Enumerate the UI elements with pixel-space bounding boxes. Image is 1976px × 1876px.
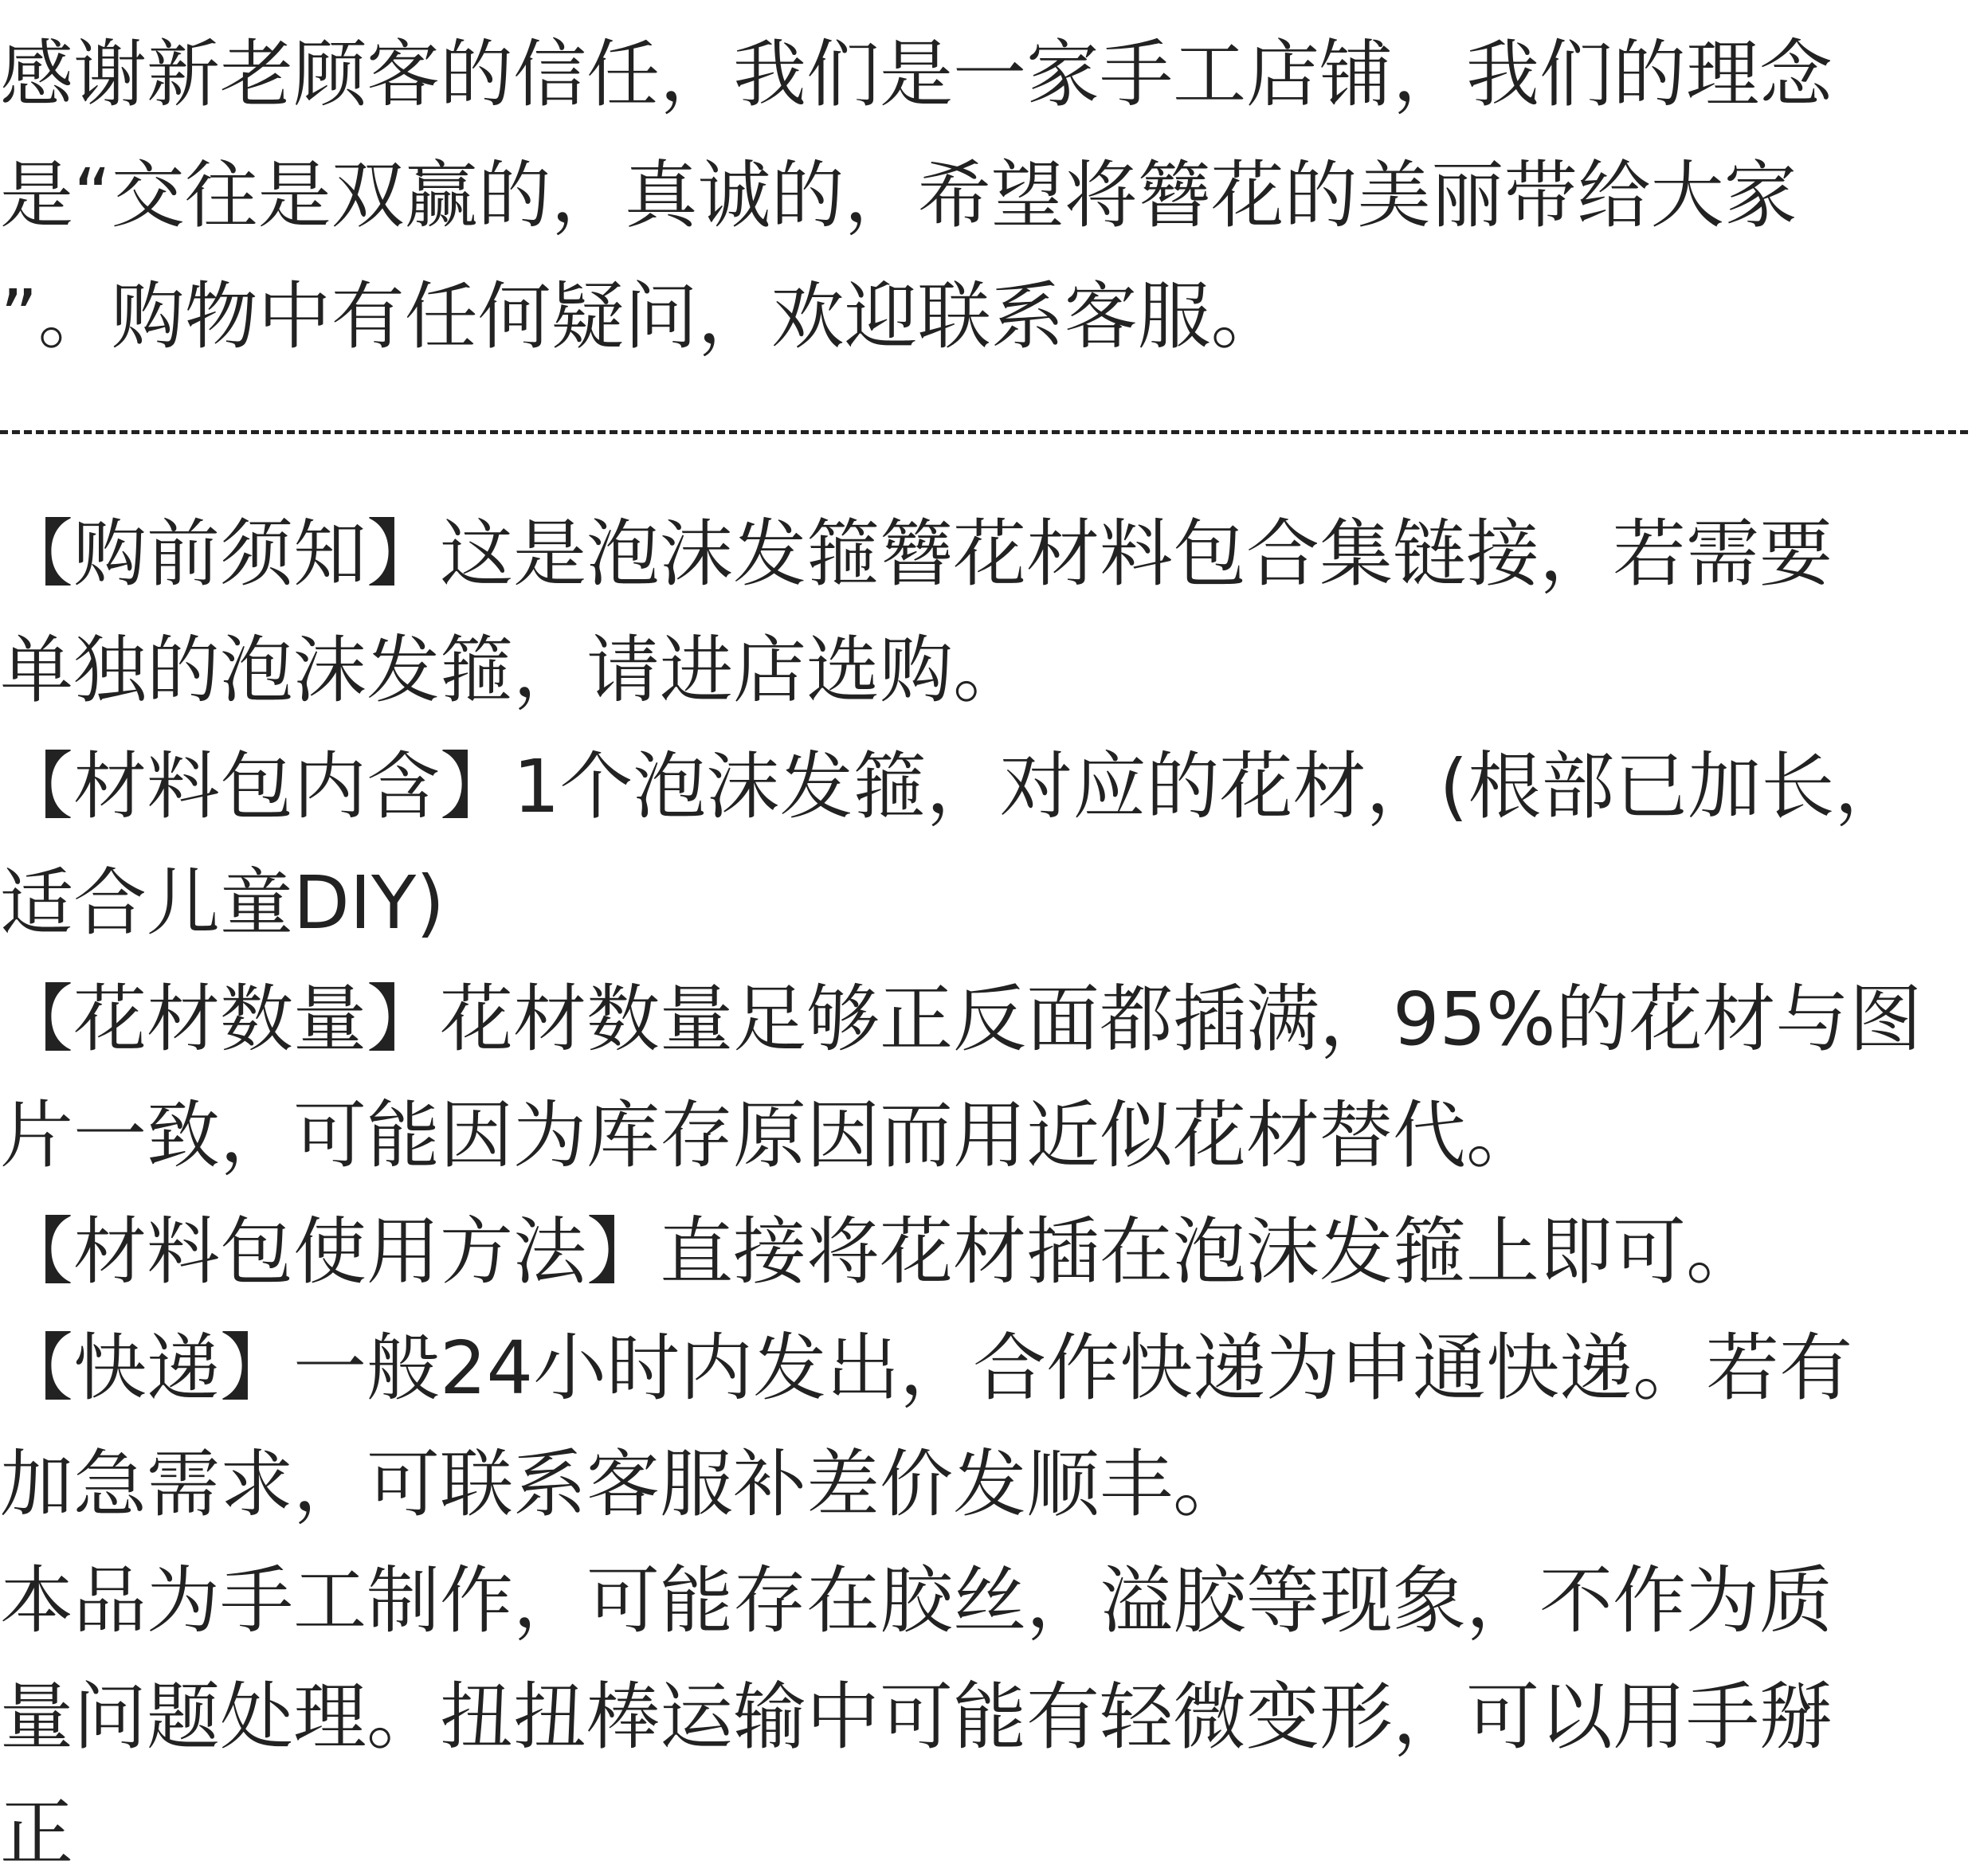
notice-line: 正 (0, 1791, 74, 1876)
notice-line: 【花材数量】花材数量足够正反面都插满，95%的花材与图 (0, 977, 1923, 1062)
intro-line: ”。购物中有任何疑问，欢迎联系客服。 (0, 274, 1284, 359)
notice-line: 单独的泡沫发箍，请进店选购。 (0, 628, 1027, 713)
notice-line: 【材料包使用方法】直接将花材插在泡沫发箍上即可。 (0, 1209, 1760, 1294)
notice-line: 本品为手工制作，可能存在胶丝，溢胶等现象，不作为质 (0, 1558, 1833, 1643)
intro-line: 感谢新老顾客的信任，我们是一家手工店铺，我们的理念 (0, 32, 1833, 117)
notice-line: 加急需求，可联系客服补差价发顺丰。 (0, 1442, 1247, 1527)
intro-line: 是“交往是双赢的，真诚的，希望将簪花的美丽带给大家 (0, 153, 1798, 238)
notice-line: 适合儿童DIY) (0, 860, 445, 946)
notice-line: 【购前须知】这是泡沫发箍簪花材料包合集链接，若需要 (0, 511, 1833, 597)
notice-line: 【材料包内含】1个泡沫发箍，对应的花材，(根部已加长， (0, 744, 1908, 829)
section-divider (0, 430, 1968, 434)
notice-line: 片一致，可能因为库存原因而用近似花材替代。 (0, 1093, 1540, 1178)
notice-line: 量问题处理。扭扭棒运输中可能有轻微变形，可以用手掰 (0, 1674, 1833, 1760)
notice-line: 【快递】一般24小时内发出，合作快递为申通快递。若有 (0, 1326, 1853, 1411)
